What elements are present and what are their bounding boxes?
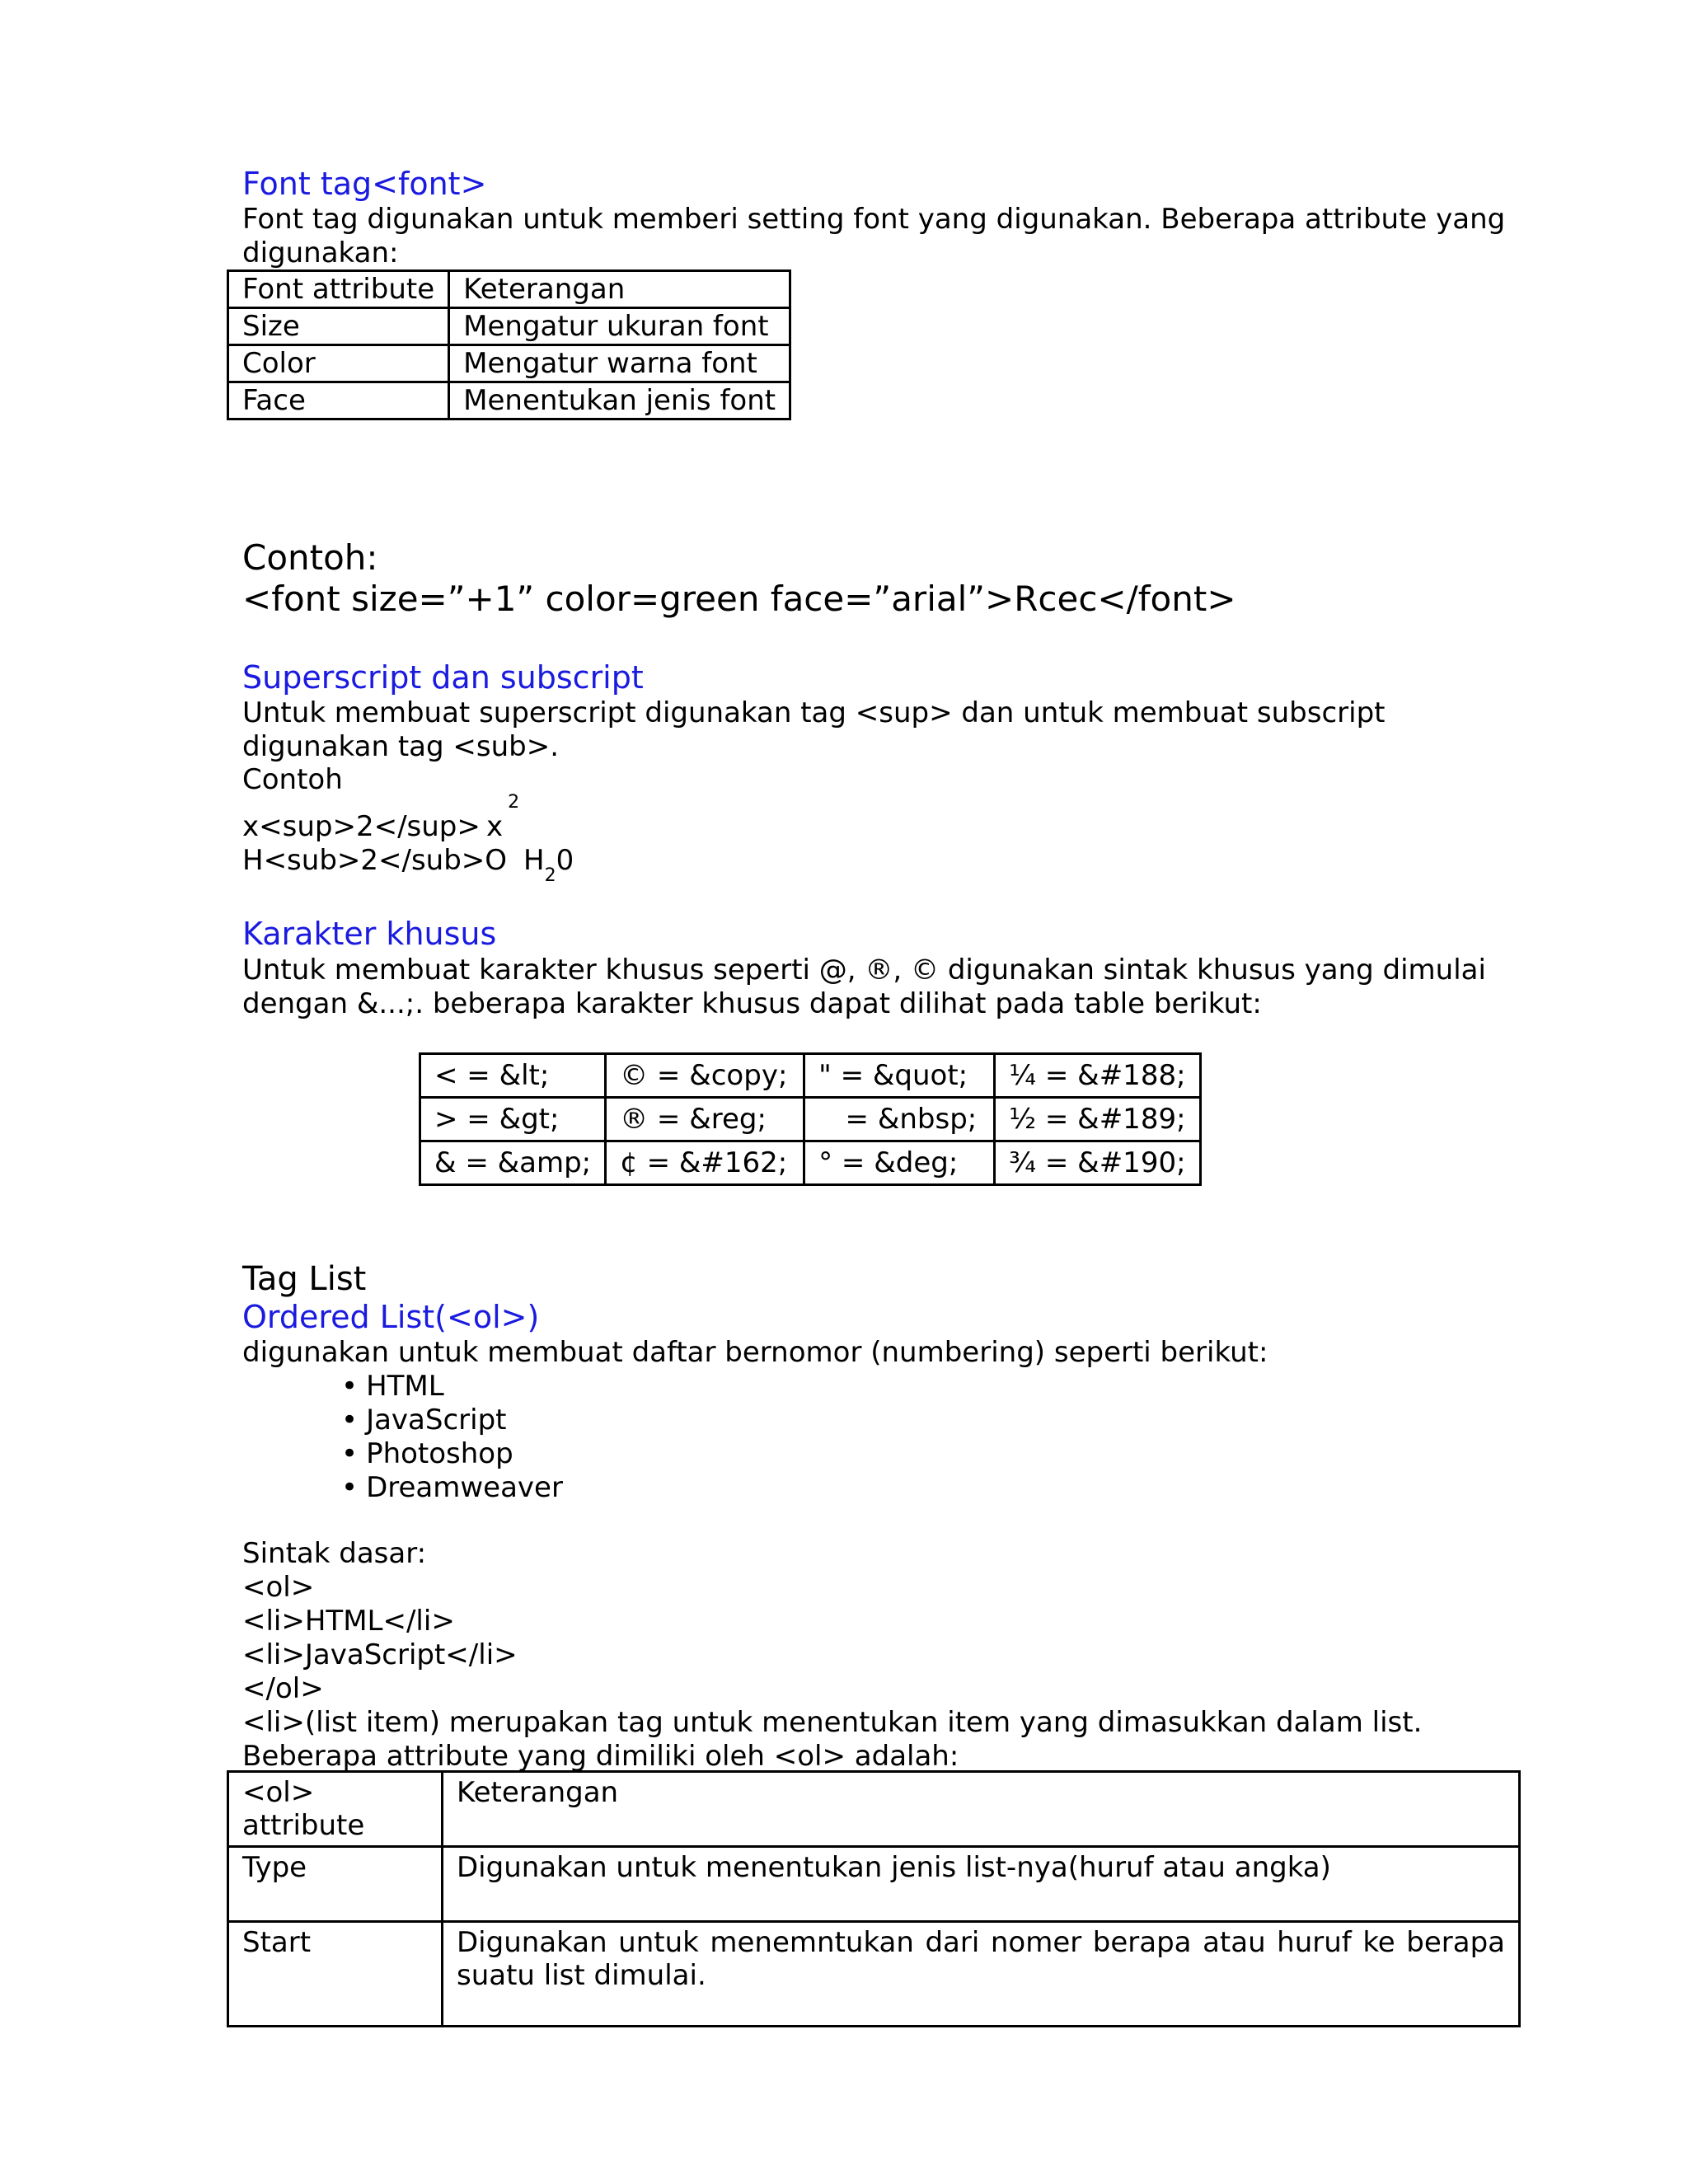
table-cell: ½ = &#189;: [995, 1098, 1201, 1141]
syntax-line: <ol>: [242, 1571, 315, 1604]
sup-base: x: [486, 810, 504, 843]
list-item: • JavaScript: [341, 1404, 563, 1437]
table-cell: Mengatur warna font: [449, 345, 790, 382]
list-section-title: Tag List: [242, 1260, 367, 1298]
table-cell: Digunakan untuk menemntukan dari nomer berapa atau huruf ke berapa suatu list dimulai.: [443, 1922, 1520, 2027]
attr-intro: Beberapa attribute yang dimiliki oleh <ol> adalah:: [242, 1740, 959, 1773]
ordered-list-subtitle: Ordered List(<ol>): [242, 1299, 540, 1335]
special-char-table: [419, 1052, 1202, 1186]
supsub-contoh-label: Contoh: [242, 763, 343, 796]
table-cell: > = &gt;: [420, 1098, 606, 1141]
table-cell: Mengatur ukuran font: [449, 308, 790, 345]
table-cell: " = &quot;: [804, 1054, 995, 1098]
table-row: [420, 1141, 1201, 1185]
table-cell: Color: [228, 345, 449, 382]
font-desc-line2: digunakan:: [242, 237, 399, 269]
table-cell: Start: [228, 1922, 443, 2027]
sup-example-render: [486, 792, 520, 847]
table-cell: Menentukan jenis font: [449, 382, 790, 419]
table-cell: © = &copy;: [606, 1054, 804, 1098]
table-cell: = &nbsp;: [804, 1098, 995, 1141]
table-cell: Type: [228, 1847, 443, 1922]
sub-value: 2: [544, 865, 556, 886]
char-desc-line1: Untuk membuat karakter khusus seperti @, ®, © digunakan sintak khusus yang dimulai: [242, 954, 1486, 987]
table-cell: Face: [228, 382, 449, 419]
table-cell: ° = &deg;: [804, 1141, 995, 1185]
contoh-label: Contoh:: [242, 537, 378, 578]
table-row: [228, 345, 790, 382]
table-cell: Size: [228, 308, 449, 345]
table-row: [228, 271, 790, 308]
li-note: <li>(list item) merupakan tag untuk menentukan item yang dimasukkan dalam list.: [242, 1706, 1423, 1739]
table-row: [228, 1922, 1520, 2027]
example-bullet-list: [341, 1370, 563, 1505]
table-header-cell: <ol> attribute: [228, 1772, 443, 1847]
syntax-line: <li>JavaScript</li>: [242, 1638, 518, 1671]
list-item: • Photoshop: [341, 1437, 563, 1471]
supsub-section-title: Superscript dan subscript: [242, 659, 644, 696]
table-cell: < = &lt;: [420, 1054, 606, 1098]
sub-base-after: 0: [556, 844, 574, 877]
table-row: [228, 382, 790, 419]
table-cell: ® = &reg;: [606, 1098, 804, 1141]
font-desc-line1: Font tag digunakan untuk memberi setting font yang digunakan. Beberapa attribute yang: [242, 203, 1506, 236]
sub-example-code: H<sub>2</sub>O: [242, 844, 508, 877]
syntax-line: <li>HTML</li>: [242, 1605, 455, 1638]
ol-attribute-table: [227, 1770, 1521, 2027]
table-row: [420, 1098, 1201, 1141]
font-section-title: Font tag<font>: [242, 166, 487, 202]
list-item: • Dreamweaver: [341, 1471, 563, 1505]
table-cell: & = &amp;: [420, 1141, 606, 1185]
char-section-title: Karakter khusus: [242, 916, 497, 952]
sub-example-render: [523, 844, 574, 886]
table-cell: ¢ = &#162;: [606, 1141, 804, 1185]
table-cell: Digunakan untuk menentukan jenis list-nya(huruf atau angka): [443, 1847, 1520, 1922]
list-desc: digunakan untuk membuat daftar bernomor (numbering) seperti berikut:: [242, 1336, 1268, 1369]
table-header-cell: Font attribute: [228, 271, 449, 308]
list-item: • HTML: [341, 1370, 563, 1404]
table-row: [228, 1847, 1520, 1922]
supsub-desc-line1: Untuk membuat superscript digunakan tag <sup> dan untuk membuat subscript: [242, 696, 1386, 729]
contoh-code: <font size=”+1” color=green face=”arial”>Rcec</font>: [242, 579, 1236, 619]
supsub-desc-line2: digunakan tag <sub>.: [242, 730, 560, 763]
font-attribute-table: [227, 269, 791, 420]
sup-value: 2: [508, 792, 520, 813]
sup-example-code: x<sup>2</sup>: [242, 810, 481, 843]
table-row: [228, 1772, 1520, 1847]
table-row: [420, 1054, 1201, 1098]
table-cell: ¾ = &#190;: [995, 1141, 1201, 1185]
char-desc-line2: dengan &...;. beberapa karakter khusus dapat dilihat pada table berikut:: [242, 987, 1262, 1020]
syntax-label: Sintak dasar:: [242, 1537, 427, 1570]
table-row: [228, 308, 790, 345]
table-header-cell: Keterangan: [443, 1772, 1520, 1847]
sub-base: H: [523, 844, 545, 877]
table-cell: ¼ = &#188;: [995, 1054, 1201, 1098]
syntax-line: </ol>: [242, 1672, 324, 1705]
table-header-cell: Keterangan: [449, 271, 790, 308]
